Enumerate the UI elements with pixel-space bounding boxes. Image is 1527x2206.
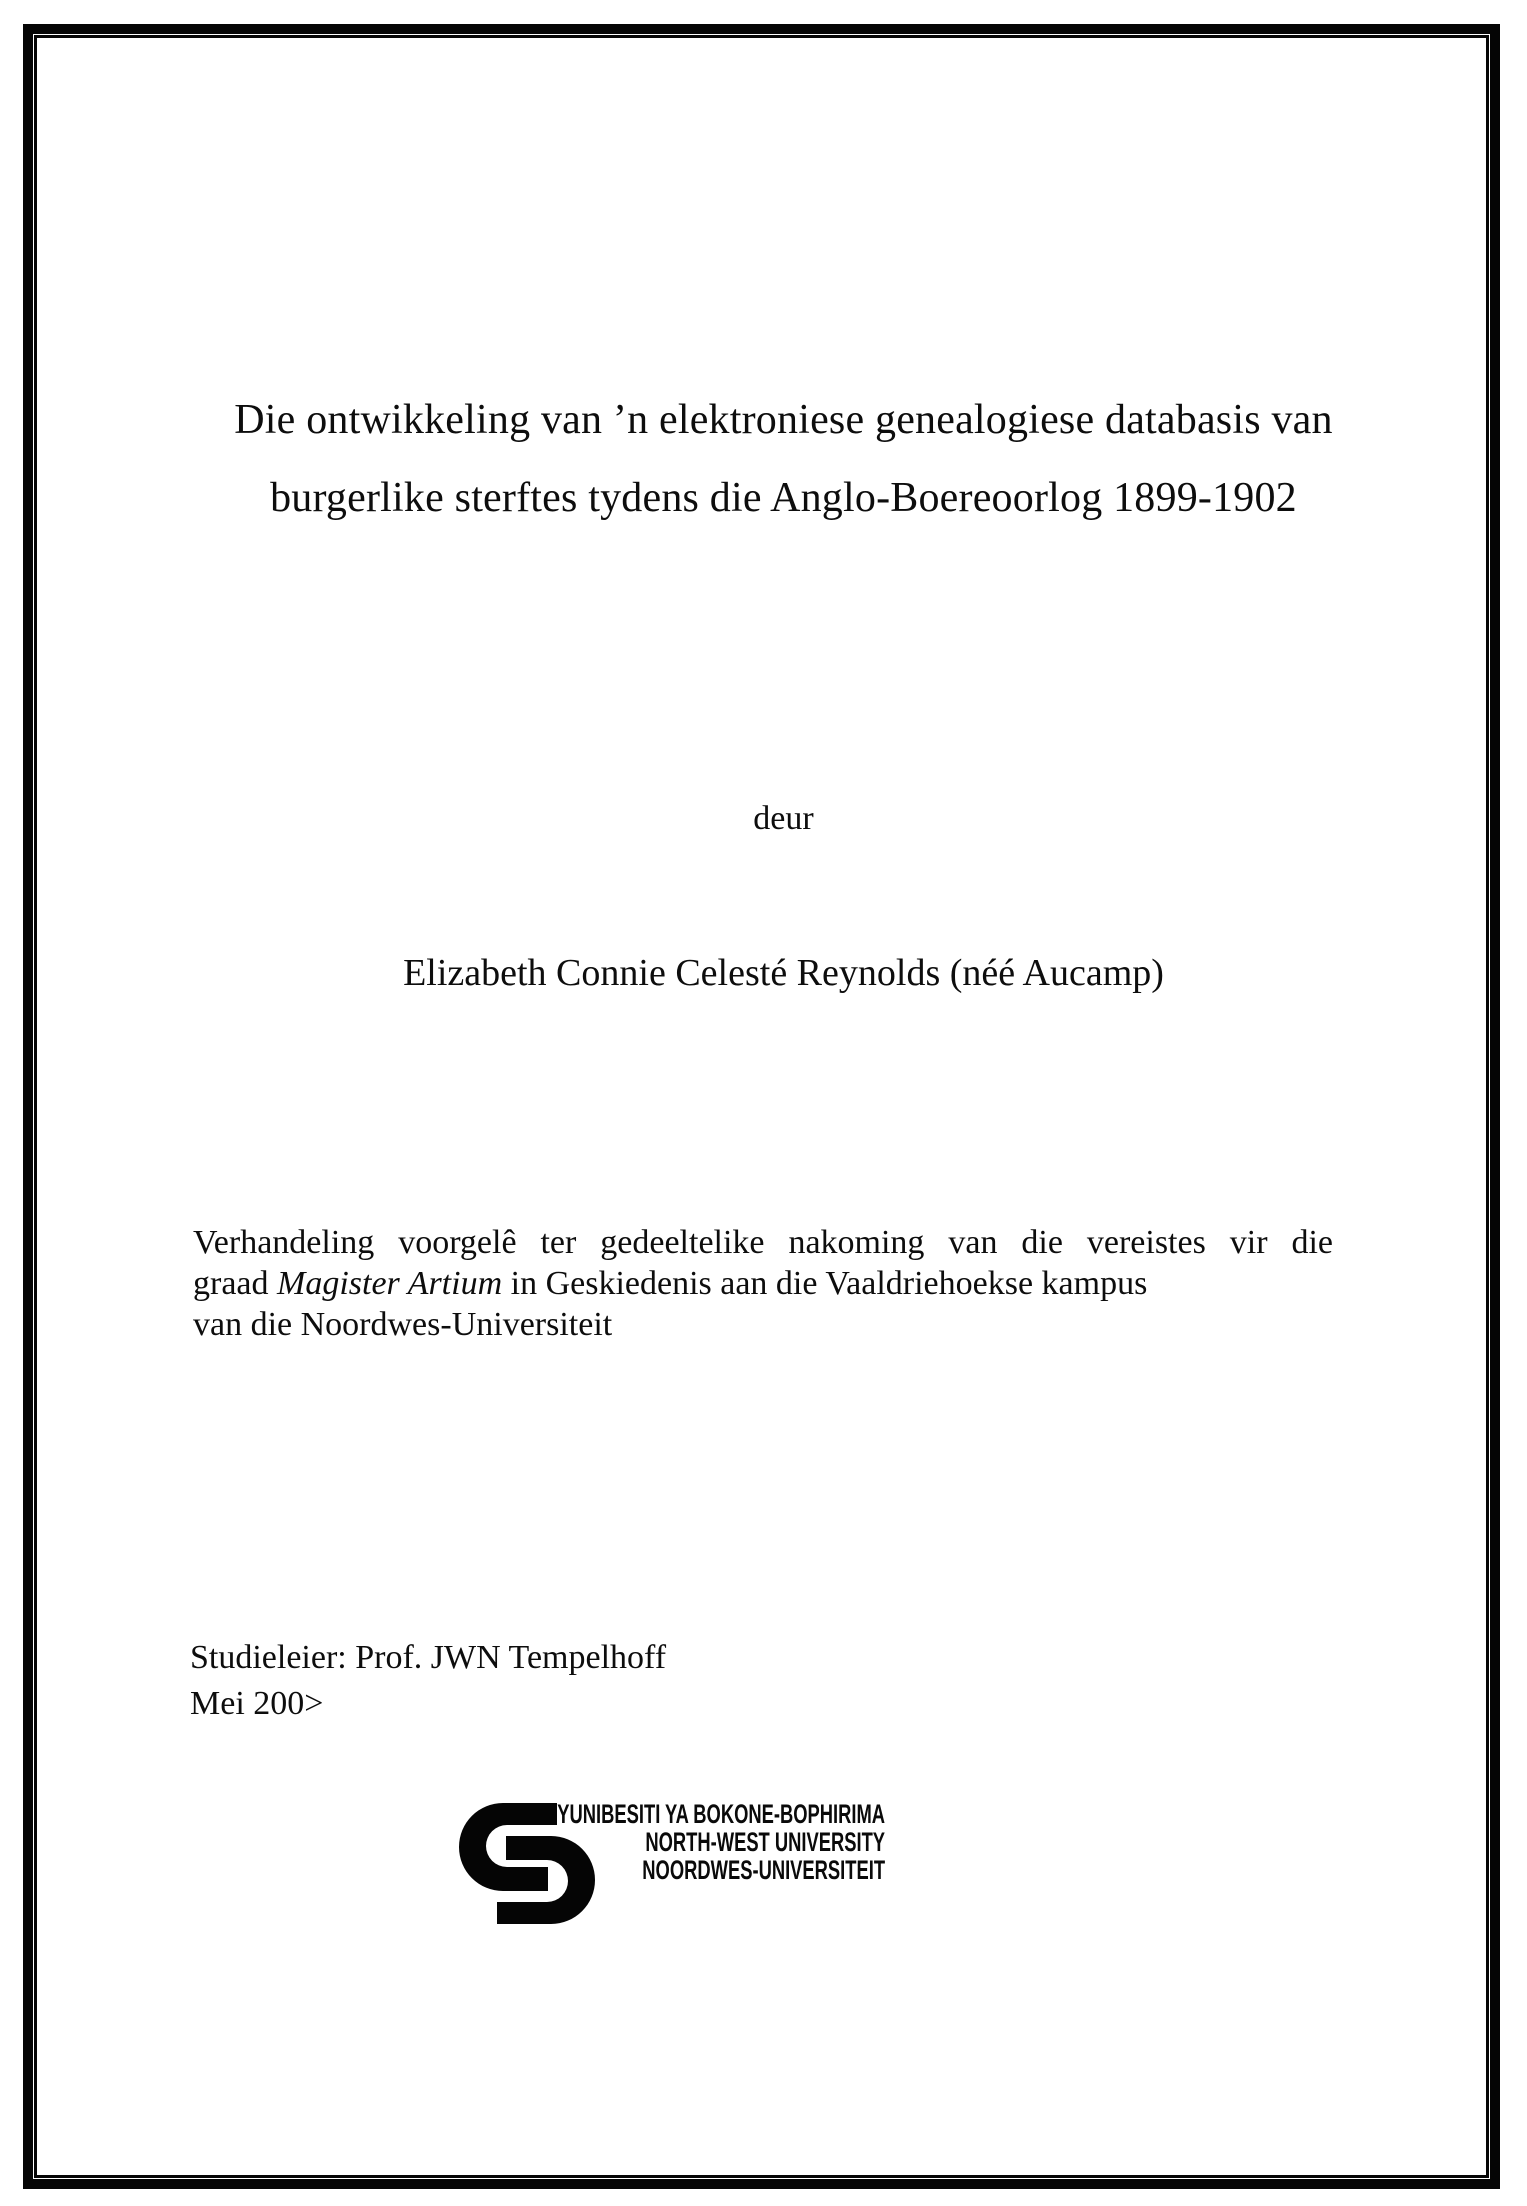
degree-name: Magister Artium — [277, 1265, 503, 1302]
author-name: Elizabeth Connie Celesté Reynolds (néé Aucamp) — [403, 952, 1164, 994]
byline: deur — [753, 800, 814, 837]
supervisor-block — [190, 1635, 1090, 1727]
degree-statement — [193, 1222, 1333, 1345]
thesis-title-line2: burgerlike sterftes tydens die Anglo-Boereoorlog 1899-1902 — [270, 475, 1297, 521]
degree-statement-line2-pre: graad — [193, 1265, 278, 1302]
degree-statement-line2 — [193, 1263, 1333, 1304]
degree-statement-line2-post: in Geskiedenis aan die Vaaldriehoekse kampus — [502, 1265, 1148, 1302]
degree-statement-line1: Verhandeling voorgelê ter gedeeltelike nakoming van die vereistes vir die — [193, 1224, 1333, 1261]
university-name-english: NORTH-WEST UNIVERSITY — [645, 1827, 885, 1857]
university-logo-text — [557, 1800, 885, 1884]
university-name-setswana: YUNIBESITI YA BOKONE-BOPHIRIMA — [557, 1799, 885, 1829]
supervisor-line: Studieleier: Prof. JWN Tempelhoff — [190, 1639, 667, 1676]
thesis-title-line1: Die ontwikkeling van ’n elektroniese genealogiese databasis van — [234, 397, 1333, 443]
university-name-afrikaans: NOORDWES-UNIVERSITEIT — [642, 1855, 885, 1885]
date-line: Mei 200> — [190, 1685, 324, 1722]
degree-statement-line3: van die Noordwes-Universiteit — [193, 1306, 613, 1343]
thesis-title — [40, 381, 1527, 537]
